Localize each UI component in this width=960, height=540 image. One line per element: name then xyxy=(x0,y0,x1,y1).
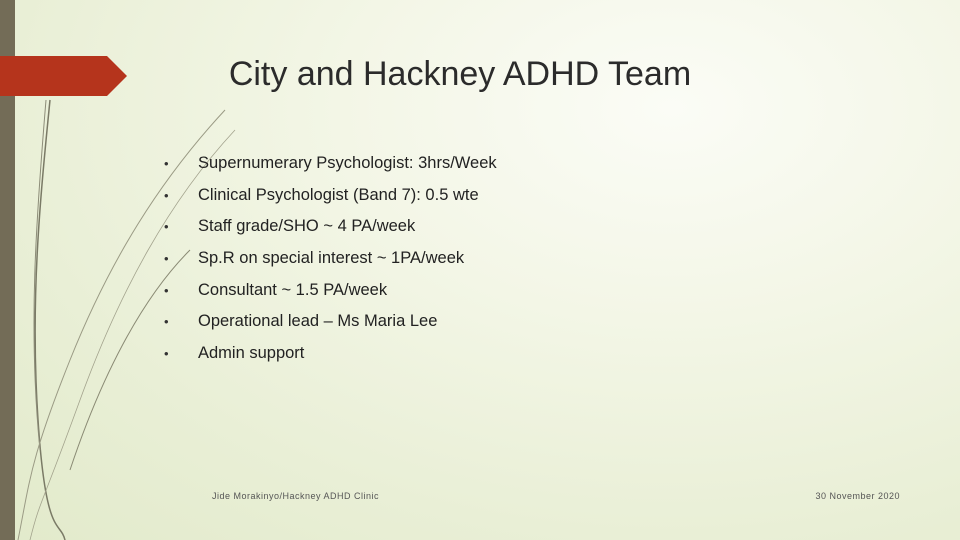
bullet-list xyxy=(164,148,864,370)
footer-author: Jide Morakinyo/Hackney ADHD Clinic xyxy=(212,491,380,501)
bullet-text: Admin support xyxy=(198,344,305,363)
bullet-text: Clinical Psychologist (Band 7): 0.5 wte xyxy=(198,185,479,204)
bullet-text: Staff grade/SHO ~ 4 PA/week xyxy=(198,217,416,236)
bullet-text: Supernumerary Psychologist: 3hrs/Week xyxy=(198,154,497,172)
bullet-marker: • xyxy=(164,314,169,330)
bullet-marker: • xyxy=(164,346,169,362)
bullet-item xyxy=(164,211,864,243)
bullet-item xyxy=(164,180,864,212)
bullet-item xyxy=(164,275,864,307)
bullet-text: Operational lead – Ms Maria Lee xyxy=(198,312,438,331)
bullet-marker: • xyxy=(164,282,169,298)
bullet-marker: • xyxy=(164,187,169,203)
slide-title: City and Hackney ADHD Team xyxy=(228,55,692,93)
bullet-item xyxy=(164,148,864,180)
bullet-text: Sp.R on special interest ~ 1PA/week xyxy=(198,249,465,268)
title-accent-arrow xyxy=(0,56,127,96)
footer-date: 30 November 2020 xyxy=(815,491,900,501)
bullet-item xyxy=(164,338,864,370)
bullet-marker: • xyxy=(164,156,169,171)
bullet-item xyxy=(164,243,864,275)
bullet-marker: • xyxy=(164,251,169,267)
bullet-text: Consultant ~ 1.5 PA/week xyxy=(198,280,388,299)
bullet-marker: • xyxy=(164,219,169,235)
bullet-item xyxy=(164,306,864,338)
